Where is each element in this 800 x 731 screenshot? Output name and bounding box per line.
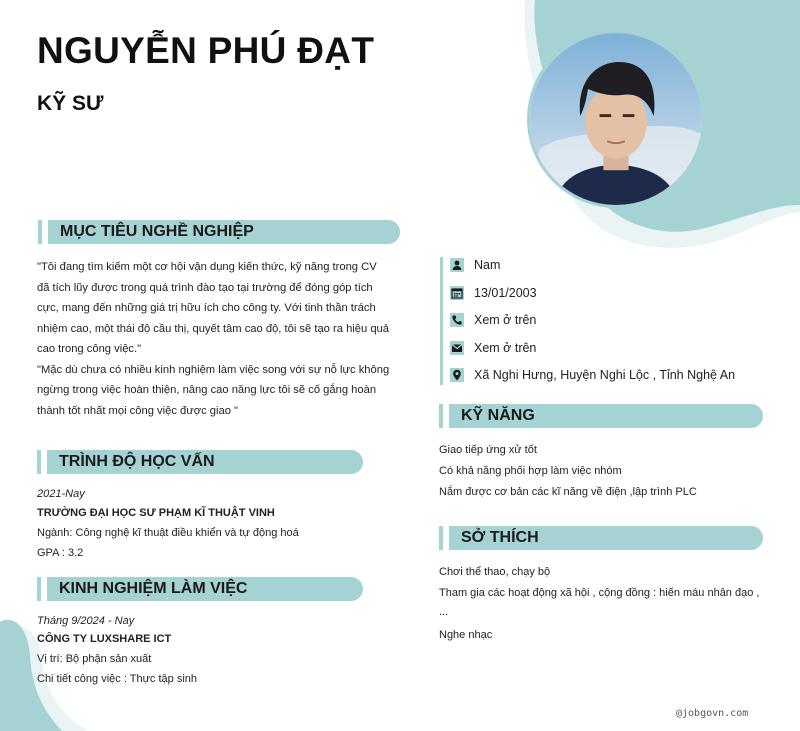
location-pin-icon xyxy=(450,368,464,382)
skill-item: Nắm được cơ bản các kĩ năng về điện ,lập trình PLC xyxy=(439,486,697,498)
hobbies-section-header xyxy=(449,526,763,550)
watermark-link: @jobgovn.com xyxy=(676,708,749,719)
address-value: Xã Nghi Hưng, Huyện Nghi Lộc , Tỉnh Nghệ An xyxy=(474,368,736,382)
education-period: 2021-Nay xyxy=(37,488,85,500)
contact-email xyxy=(450,339,536,357)
email-value: Xem ở trên xyxy=(474,341,537,355)
candidate-job-title: KỸ SƯ xyxy=(37,92,104,115)
hobby-item: Tham gia các hoạt động xã hội , cộng đồng : hiến máu nhân đạo , xyxy=(439,587,760,599)
contact-accent-bar xyxy=(440,257,443,385)
candidate-name: NGUYỄN PHÚ ĐẠT xyxy=(37,30,375,71)
contact-phone xyxy=(450,311,536,329)
education-gpa: GPA : 3.2 xyxy=(37,547,84,559)
contact-gender xyxy=(450,256,500,274)
education-major: Ngành: Công nghệ kĩ thuật điều khiển và tự động hoá xyxy=(37,527,299,539)
contact-birthday xyxy=(450,284,537,302)
experience-position: Vị trí: Bộ phận sản xuất xyxy=(37,653,152,665)
experience-company: CÔNG TY LUXSHARE ICT xyxy=(37,633,172,645)
objective-paragraph-2: "Mặc dù chưa có nhiều kinh nghiệm làm việc song với sự nỗ lực không ngừng trong việc hoàn thiện, nâng cao năng lực tôi sẽ cố gắng hoàn thành tốt nhất mọi công việc được giao " xyxy=(37,363,390,417)
experience-section-header xyxy=(47,577,363,601)
education-section-title: TRÌNH ĐỘ HỌC VẤN xyxy=(59,453,215,470)
skills-section-header xyxy=(449,404,763,428)
birthday-value: 13/01/2003 xyxy=(474,286,537,300)
experience-section-title: KINH NGHIỆM LÀM VIỆC xyxy=(59,580,248,597)
skill-item: Có khả năng phối hợp làm việc nhóm xyxy=(439,465,622,477)
objective-paragraph-1: "Tôi đang tìm kiếm một cơ hội vận dụng kiến thức, kỹ năng trong CV đã tích lũy được trong quá trình đào tạo tại trường để đóng góp tích cực, mang đến những giá trị hữu ích cho công ty. Với tinh thần trách nhiệm cao, một thái độ cầu thị, quyết tâm cao độ, tôi sẽ tạo ra hiệu quả cao trong công việc." xyxy=(37,261,389,355)
experience-detail: Chi tiết công việc : Thực tập sinh xyxy=(37,673,198,685)
objective-section-header xyxy=(48,220,400,244)
gender-value: Nam xyxy=(474,258,501,272)
person-icon xyxy=(450,258,464,272)
objective-section-title: MỤC TIÊU NGHỀ NGHIỆP xyxy=(60,223,254,240)
experience-period: Tháng 9/2024 - Nay xyxy=(37,615,135,627)
skill-item: Giao tiếp ứng xử tốt xyxy=(439,444,537,456)
avatar xyxy=(527,30,705,208)
skills-section-title: KỸ NĂNG xyxy=(461,407,535,424)
contact-address xyxy=(450,366,735,384)
hobby-item: ... xyxy=(439,606,449,618)
hobby-item: Nghe nhạc xyxy=(439,629,493,641)
phone-icon xyxy=(450,313,464,327)
profile-photo xyxy=(530,33,702,205)
phone-value: Xem ở trên xyxy=(474,313,537,327)
hobbies-section-title: SỞ THÍCH xyxy=(461,529,539,546)
education-section-header xyxy=(47,450,363,474)
education-school: TRƯỜNG ĐẠI HỌC SƯ PHẠM KĨ THUẬT VINH xyxy=(37,507,275,519)
hobby-item: Chơi thể thao, chạy bộ xyxy=(439,566,551,578)
career-objective xyxy=(37,257,392,421)
mail-icon xyxy=(450,341,464,355)
calendar-icon xyxy=(450,286,464,300)
